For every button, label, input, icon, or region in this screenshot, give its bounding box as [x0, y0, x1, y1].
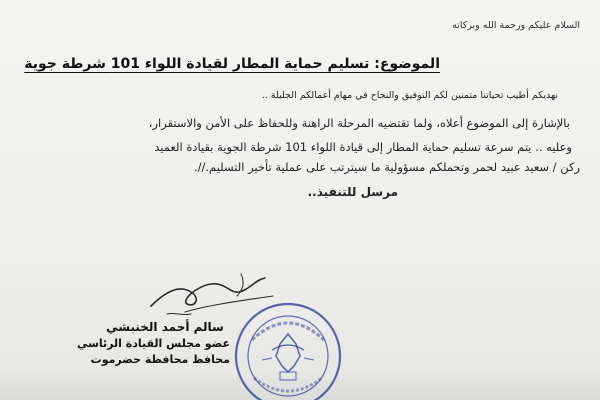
page-shadow: [0, 370, 600, 400]
subject-line: الموضوع: تسليم حماية المطار لقيادة اللواء 101 شرطة جوية: [24, 56, 440, 72]
signer-title: عضو مجلس القيادة الرئاسي: [76, 337, 230, 350]
paragraph-4: ركن / سعيد عبيد لحمر وتحملكم مسؤولية ما سيترتب على عملية تأخير التسليم.//.: [194, 160, 580, 174]
paragraph-5: مرسل للتنفيذ..: [307, 185, 398, 199]
greeting: السلام عليكم ورحمة الله وبركاته: [452, 20, 580, 31]
signer-name: سالم أحمد الخنبشي: [106, 320, 224, 334]
signer-governor: محافظ محافظة حضرموت: [90, 353, 230, 366]
paragraph-3: وعليه .. يتم سرعة تسليم حماية المطار إلى قيادة اللواء 101 شرطة الجوية بقيادة العميد: [154, 140, 572, 154]
paragraph-2: بالإشارة إلى الموضوع أعلاه، ولما تقتضيه المرحلة الراهنة وللحفاظ على الأمن والاستقرار،: [148, 116, 570, 130]
paragraph-1: نهديكم أطيب تحياتنا متمنين لكم التوفيق والنجاح في مهام أعمالكم الجليلة ..: [261, 90, 558, 101]
signature-block: [76, 320, 230, 366]
